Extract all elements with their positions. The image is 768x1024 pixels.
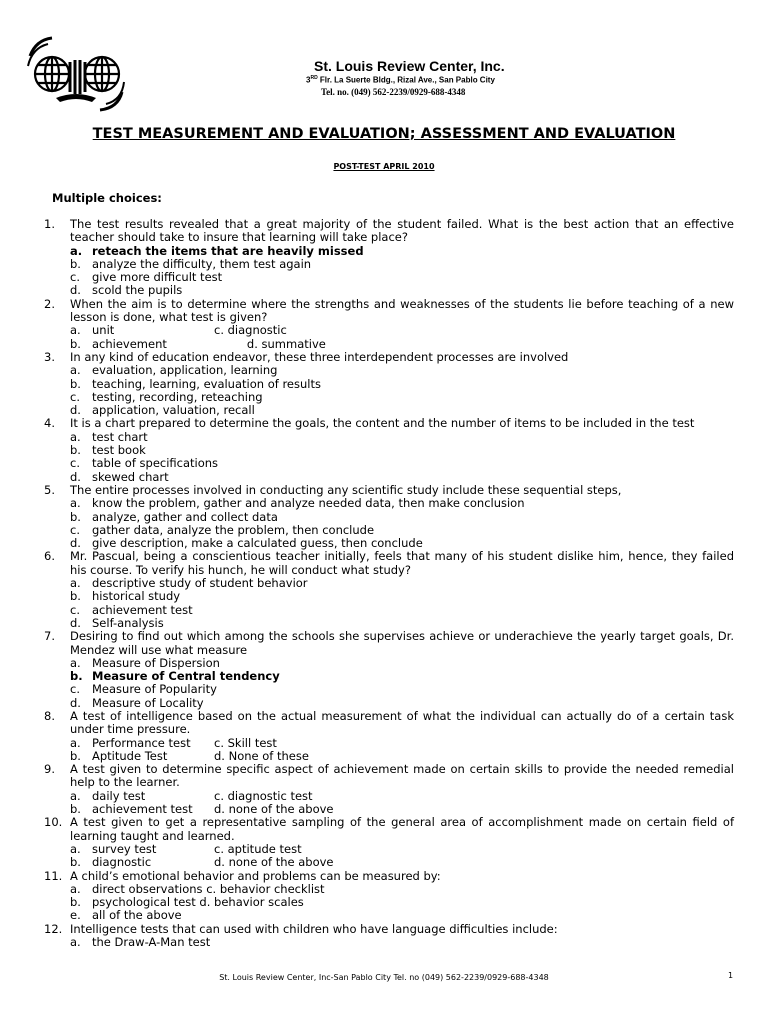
answer-option: [70, 590, 734, 603]
option-letter: b.: [70, 748, 81, 763]
answer-option: [70, 697, 734, 710]
option-letter: d.: [70, 403, 81, 418]
option-text: Aptitude Test: [92, 748, 168, 763]
question-number: 12.: [44, 921, 63, 936]
option-text: reteach the items that are heavily missed: [92, 243, 364, 258]
question-text: Desiring to find out which among the schools she supervises achieve or underachieve the yearly target goals, Dr. Mendez will use what measure: [70, 629, 734, 657]
question-text: When the aim is to determine where the strengths and weaknesses of the students lie before teaching of a new lesson is done, what test is given?: [70, 296, 734, 325]
option-text: historical study: [92, 589, 181, 604]
answer-option: [70, 391, 734, 404]
option-letter: a.: [70, 655, 81, 670]
question-text: Mr. Pascual, being a conscientious teacher initially, feels that many of his student dislike him, hence, they failed his course. To verify his hunch, he will conduct what study?: [70, 549, 734, 577]
answer-option: [70, 431, 734, 444]
option-letter: a.: [70, 841, 81, 856]
option-text: achievement test: [92, 602, 193, 617]
answer-option: [70, 936, 734, 949]
option-letter: b.: [70, 669, 83, 684]
question-item: [44, 763, 734, 816]
answer-option: [70, 511, 734, 524]
option-text: give description, make a calculated guess, then conclude: [92, 536, 423, 551]
answer-option: [70, 524, 734, 537]
option-letter: a.: [70, 363, 81, 378]
answer-option: [70, 324, 114, 337]
question-number: 5.: [44, 482, 55, 497]
answer-option: [70, 657, 734, 670]
org-name: St. Louis Review Center, Inc.: [314, 58, 505, 74]
answer-option-row: [70, 790, 734, 803]
answer-option: [70, 364, 734, 377]
option-text: Measure of Popularity: [92, 682, 217, 697]
option-text: Measure of Dispersion: [92, 655, 220, 670]
question-text: In any kind of education endeavor, these three interdependent processes are involved: [70, 349, 569, 364]
option-letter: d.: [70, 283, 81, 298]
answer-option: d. none of the above: [214, 802, 334, 817]
question-number: 6.: [44, 549, 55, 564]
org-telephone: Tel. no. (049) 562-2239/0929-688-4348: [321, 87, 466, 97]
answer-option-row: [70, 750, 734, 763]
option-letter: a.: [70, 576, 81, 591]
answer-option: [70, 750, 167, 763]
option-text: the Draw-A-Man test: [92, 935, 211, 950]
answer-option: [70, 378, 734, 391]
answer-option: [70, 271, 734, 284]
option-text: teaching, learning, evaluation of results: [92, 376, 321, 391]
option-letter: c.: [70, 522, 80, 537]
option-text: skewed chart: [92, 469, 169, 484]
answer-option: [70, 843, 156, 856]
option-letter: a.: [70, 881, 81, 896]
question-text: A child’s emotional behavior and problems can be measured by:: [70, 868, 441, 883]
option-text: test book: [92, 443, 146, 458]
answer-option-row: [70, 338, 734, 351]
option-text: Performance test: [92, 735, 191, 750]
address-floor-suffix: RD: [310, 75, 318, 81]
question-text: The test results revealed that a great majority of the student failed. What is the best action that an effective teacher should take to insure that learning will take place?: [70, 217, 734, 245]
option-letter: a.: [70, 243, 83, 258]
option-letter: c.: [70, 270, 80, 285]
option-text: evaluation, application, learning: [92, 363, 278, 378]
option-letter: b.: [70, 336, 81, 351]
option-text: analyze the difficulty, them test again: [92, 256, 312, 271]
option-text: scold the pupils: [92, 283, 183, 298]
question-item: [44, 351, 734, 417]
option-text: Measure of Central tendency: [92, 669, 280, 684]
option-letter: a.: [70, 788, 81, 803]
org-address: [306, 75, 495, 85]
answer-option: d. None of these: [214, 748, 309, 763]
option-letter: a.: [70, 496, 81, 511]
answer-option: [70, 338, 167, 351]
question-text: A test given to determine specific aspect of achievement made on certain skills to provide the needed remedial help to the learner.: [70, 762, 734, 790]
question-item: [44, 816, 734, 869]
address-floor: 3: [306, 75, 311, 85]
option-text: unit: [92, 323, 115, 338]
question-number: 1.: [44, 217, 55, 231]
question-item: [44, 630, 734, 710]
answer-option: c. aptitude test: [214, 841, 302, 856]
option-text: all of the above: [92, 908, 182, 923]
option-letter: d.: [70, 695, 81, 710]
question-text: It is a chart prepared to determine the goals, the content and the number of items to be included in the test: [70, 416, 695, 431]
question-item: [44, 417, 734, 483]
option-text: achievement: [92, 336, 167, 351]
option-text: daily test: [92, 788, 146, 803]
option-letter: a.: [70, 735, 81, 750]
answer-option: d. none of the above: [214, 855, 334, 870]
answer-option: [70, 670, 734, 683]
address-text: Flr. La Suerte Bldg., Rizal Ave., San Pablo City: [317, 75, 495, 85]
answer-option: [70, 790, 145, 803]
option-text: survey test: [92, 841, 157, 856]
option-letter: d.: [70, 536, 81, 551]
question-number: 2.: [44, 296, 55, 311]
option-letter: c.: [70, 456, 80, 471]
option-text: table of specifications: [92, 456, 219, 471]
question-text: Intelligence tests that can used with children who have language difficulties include:: [70, 921, 558, 936]
option-letter: b.: [70, 855, 81, 870]
option-text: descriptive study of student behavior: [92, 576, 308, 591]
question-text: A test given to get a representative sampling of the general area of accomplishment made on certain field of learning taught and learned.: [70, 815, 734, 843]
answer-option: [70, 444, 734, 457]
question-number: 4.: [44, 416, 55, 431]
answer-option: [70, 258, 734, 271]
answer-option-row: [70, 856, 734, 869]
option-letter: c.: [70, 602, 80, 617]
option-letter: a.: [70, 935, 81, 950]
option-text: test chart: [92, 429, 148, 444]
question-item: [44, 923, 734, 950]
answer-option: [70, 404, 734, 417]
answer-option: [70, 896, 734, 909]
option-letter: d.: [70, 469, 81, 484]
answer-option: [70, 856, 151, 869]
answer-option: c. diagnostic test: [214, 788, 313, 803]
option-text: Measure of Locality: [92, 695, 204, 710]
option-text: know the problem, gather and analyze needed data, then make conclusion: [92, 496, 525, 511]
answer-option: [70, 497, 734, 510]
answer-option-row: [70, 737, 734, 750]
option-text: testing, recording, reteaching: [92, 389, 263, 404]
document-subtitle: POST-TEST APRIL 2010: [333, 162, 435, 171]
question-number: 8.: [44, 708, 55, 723]
answer-option: [70, 471, 734, 484]
question-number: 11.: [44, 868, 63, 883]
question-item: [44, 710, 734, 763]
option-text: direct observations c. behavior checklist: [92, 881, 325, 896]
page-footer: St. Louis Review Center, Inc-San Pablo City Tel. no (049) 562-2239/0929-688-4348: [219, 973, 549, 982]
option-text: application, valuation, recall: [92, 403, 255, 418]
option-letter: b.: [70, 802, 81, 817]
answer-option: [70, 284, 734, 297]
document-title: TEST MEASUREMENT AND EVALUATION; ASSESSMENT AND EVALUATION: [92, 126, 676, 142]
option-letter: e.: [70, 908, 81, 923]
option-text: analyze, gather and collect data: [92, 509, 278, 524]
option-letter: b.: [70, 256, 81, 271]
answer-option: [70, 909, 734, 922]
question-text: The entire processes involved in conducting any scientific study include these sequential steps,: [70, 482, 622, 497]
question-item: [44, 870, 734, 923]
option-text: diagnostic: [92, 855, 152, 870]
question-item: [44, 550, 734, 630]
answer-option-row: [70, 324, 734, 337]
option-letter: d.: [70, 615, 81, 630]
option-text: achievement test: [92, 802, 193, 817]
option-text: gather data, analyze the problem, then conclude: [92, 522, 375, 537]
answer-option: [70, 577, 734, 590]
question-item: [44, 218, 734, 298]
answer-option: [70, 245, 734, 258]
globe-logo-icon: [26, 34, 126, 114]
question-number: 9.: [44, 762, 55, 777]
answer-option-row: [70, 803, 734, 816]
option-letter: b.: [70, 509, 81, 524]
question-item: [44, 298, 734, 351]
answer-option: [70, 604, 734, 617]
option-letter: a.: [70, 323, 81, 338]
option-letter: b.: [70, 443, 81, 458]
option-letter: b.: [70, 376, 81, 391]
question-number: 7.: [44, 629, 55, 644]
answer-option: d. summative: [214, 336, 326, 351]
answer-option: [70, 883, 734, 896]
question-item: [44, 484, 734, 550]
answer-option: [70, 617, 734, 630]
answer-option: [70, 683, 734, 696]
question-text: A test of intelligence based on the actual measurement of what the individual can actually do of a certain task under time pressure.: [70, 708, 734, 737]
answer-option: [70, 737, 191, 750]
option-letter: a.: [70, 429, 81, 444]
option-text: give more difficult test: [92, 270, 223, 285]
option-text: Self-analysis: [92, 615, 164, 630]
answer-option: [70, 803, 193, 816]
option-letter: b.: [70, 589, 81, 604]
page-number: 1: [728, 971, 734, 980]
answer-option: c. Skill test: [214, 735, 277, 750]
question-number: 3.: [44, 349, 55, 364]
section-label: Multiple choices:: [52, 191, 162, 205]
answer-option-row: [70, 843, 734, 856]
option-text: psychological test d. behavior scales: [92, 895, 304, 910]
answer-option: [70, 537, 734, 550]
option-letter: b.: [70, 895, 81, 910]
question-list: [44, 218, 734, 949]
question-number: 10.: [44, 815, 63, 830]
answer-option: c. diagnostic: [214, 323, 287, 338]
option-letter: c.: [70, 389, 80, 404]
option-letter: c.: [70, 682, 80, 697]
answer-option: [70, 457, 734, 470]
